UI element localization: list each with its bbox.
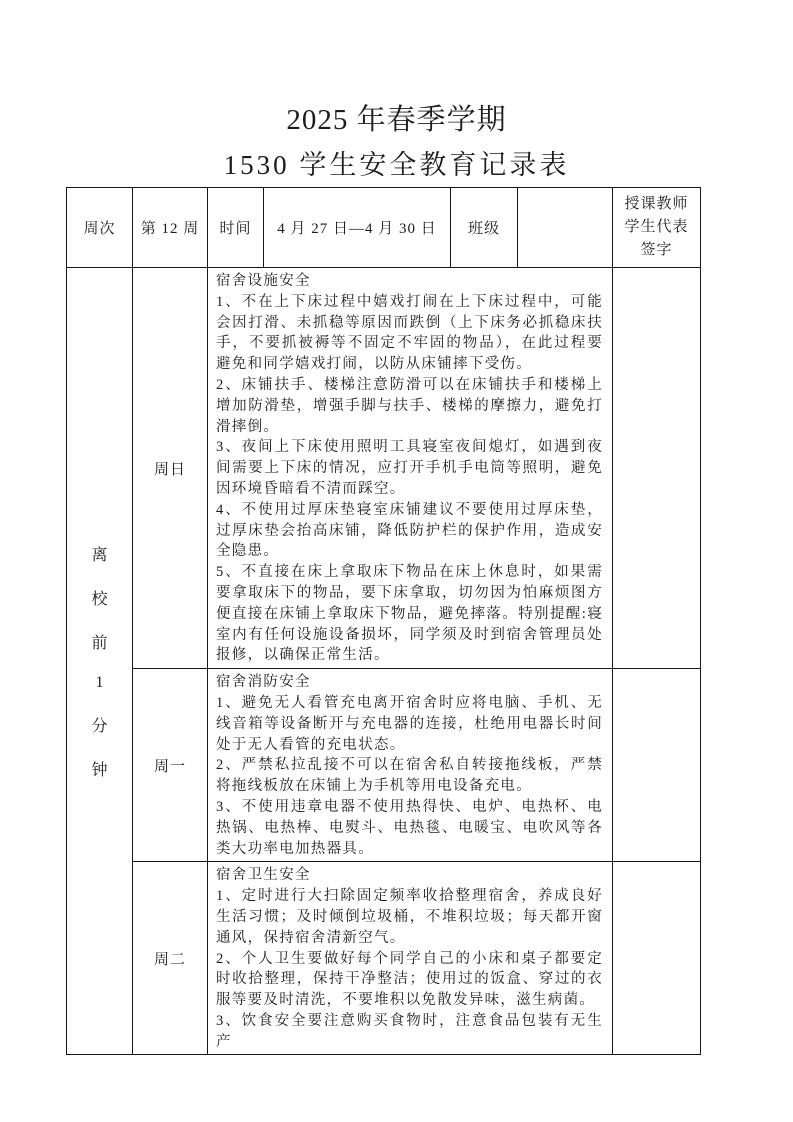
signature-cell-monday[interactable] [613,669,701,862]
semester-title: 2025 年春季学期 [286,104,507,136]
topic-dorm-facility-safety: 宿舍设施安全 [216,273,311,289]
day-cell-sunday: 周日 [133,268,208,669]
session-label-vertical [67,542,132,780]
content-cell-sunday [208,268,613,669]
table-header-row [67,188,701,268]
topic-dorm-hygiene-safety: 宿舍卫生安全 [216,867,311,884]
session-char-2: 前 [91,635,108,653]
time-value: 4 月 27 日—4 月 30 日 [264,188,451,268]
day-cell-tuesday: 周二 [133,862,208,1055]
table-row-monday [67,669,701,862]
signature-header [613,188,701,268]
signature-header-line-teacher: 授课教师 [624,196,689,212]
week-number-label: 周次 [67,188,133,268]
content-cell-tuesday [208,862,613,1055]
safety-paragraph: 1、避免无人看管充电离开宿舍时应将电脑、手机、无线音箱等设备断开与充电器的连接，杜绝用电器长时间处于无人看管的充电状态。 [216,694,603,753]
safety-paragraph: 1、定时进行大扫除固定频率收拾整理宿舍，养成良好生活习惯；及时倾倒垃圾桶，不堆积垃圾；每天都开窗通风，保持宿舍清新空气。 [216,888,603,946]
safety-paragraph: 1、不在上下床过程中嬉戏打闹在上下床过程中，可能会因打滑、未抓稳等原因而跌倒（上下床务必抓稳床扶手，不要抓被褥等不固定不牢固的物品），在此过程要避免和同学嬉戏打闹，以防从床铺摔下受伤。 [216,293,603,373]
session-char-4: 分 [91,718,108,736]
signature-header-line-sign: 签字 [640,242,673,258]
safety-paragraph: 3、夜间上下床使用照明工具寝室夜间熄灯，如遇到夜间需要上下床的情况，应打开手机手电筒等照明，避免因环境昏暗看不清而踩空。 [216,439,603,497]
safety-paragraph: 3、不使用违章电器不使用热得快、电炉、电热杯、电热锅、电热棒、电熨斗、电热毯、电暖宝、电吹风等各类大功率电加热器具。 [216,798,603,857]
table-row-sunday [67,268,701,669]
week-number-value: 第 12 周 [133,188,208,268]
signature-cell-sunday[interactable] [613,268,701,669]
class-value-field[interactable] [518,188,613,268]
content-cell-monday [208,669,613,862]
day-cell-monday: 周一 [133,669,208,862]
safety-paragraph: 2、严禁私拉乱接不可以在宿舍私自转接拖线板，严禁将拖线板放在床铺上为手机等用电设备充电。 [216,757,603,795]
session-char-0: 离 [91,547,108,565]
time-label: 时间 [208,188,264,268]
safety-paragraph: 4、不使用过厚床垫寝室床铺建议不要使用过厚床垫，过厚床垫会抬高床铺，降低防护栏的保护作用，造成安全隐患。 [216,501,603,560]
session-char-3: 1 [95,674,104,692]
topic-dorm-fire-safety: 宿舍消防安全 [216,674,311,691]
safety-education-record-table [66,187,701,1055]
session-char-1: 校 [91,591,108,609]
session-char-5: 钟 [91,762,108,780]
safety-paragraph: 2、床铺扶手、楼梯注意防滑可以在床铺扶手和楼梯上增加防滑垫，增强手脚与扶手、楼梯的摩擦力，避免打滑摔倒。 [216,376,603,435]
safety-paragraph: 5、不直接在床上拿取床下物品在床上休息时，如果需要拿取床下的物品，要下床拿取，切勿因为怕麻烦图方便直接在床铺上拿取床下物品，避免摔落。特别提醒:寝室内有任何设施设备损坏，同学须及时到宿舍管理员处报修，以确保正常生活。 [216,564,603,664]
session-label-cell [67,268,133,1055]
signature-cell-tuesday[interactable] [613,862,701,1055]
signature-header-line-student: 学生代表 [624,219,689,235]
record-table-title: 1530 学生安全教育记录表 [223,150,570,180]
class-label: 班级 [451,188,518,268]
safety-paragraph: 2、个人卫生要做好每个同学自己的小床和桌子都要定时收拾整理，保持干净整洁；使用过的饭盒、穿过的衣服等要及时清洗，不要堆积以免散发异味，滋生病菌。 [216,950,603,1009]
table-row-tuesday [67,862,701,1055]
safety-paragraph: 3、饮食安全要注意购买食物时，注意食品包装有无生产 [216,1012,603,1050]
